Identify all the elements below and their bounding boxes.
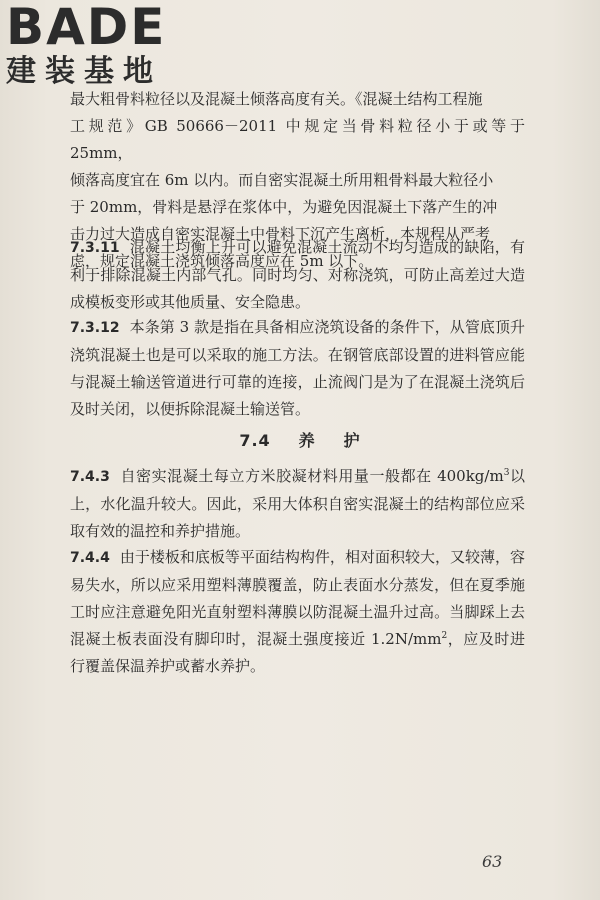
logo-chinese-text: 建装基地 <box>6 54 162 89</box>
clause-text: ，应及时进行覆盖保温养护或蓄水养护。 <box>70 630 525 675</box>
text-line: 击力过大造成自密实混凝土中骨料下沉产生离析，本规程从严考 <box>70 225 491 243</box>
bade-logo <box>6 2 176 94</box>
section-number: 7.4 <box>239 431 271 450</box>
text-line: 工规范》GB 50666－2011 中规定当骨料粒径小于或等于 25mm， <box>70 117 525 162</box>
clause-text: 以上，水化温升较大。因此，采用大体积自密实混凝土的结构部位应采取有效的温控和养护措施。 <box>70 467 525 540</box>
section-title-char: 养 <box>298 431 316 450</box>
text-line: 倾落高度宜在 6m 以内。而自密实混凝土所用粗骨料最大粒径小 <box>70 171 494 189</box>
clause-number: 7.4.3 <box>70 469 110 485</box>
clause-text: 本条第 3 款是指在具备相应浇筑设备的条件下，从管底顶升浇筑混凝土也是可以采取的施工方法。在钢管底部设置的进料管应能与混凝土输送管道进行可靠的连接，止流阀门是为了在混凝土浇筑后及时关闭，以便拆除混凝土输送管。 <box>70 318 525 418</box>
logo-wordmark: BADE <box>6 0 167 56</box>
clause-text: 混凝土均衡上升可以避免混凝土流动不均匀造成的缺陷，有利于排除混凝土内部气孔。同时均匀、对称浇筑，可防止高差过大造成模板变形或其他质量、安全隐患。 <box>70 238 525 311</box>
clause-7-3-12 <box>70 314 525 423</box>
clause-7-4-4 <box>70 544 525 680</box>
clause-text: 自密实混凝土每立方米胶凝材料用量一般都在 400kg/m <box>119 467 504 485</box>
logo-latin-text <box>6 0 176 56</box>
clause-number: 7.4.4 <box>70 550 110 566</box>
clause-text: 由于楼板和底板等平面结构构件，相对面积较大，又较薄，容易失水，所以应采用塑料薄膜覆盖，防止表面水分蒸发，但在夏季施工时应注意避免阳光直射塑料薄膜以防混凝土温升过高。当脚踩上去混凝土板表面没有脚印时，混凝土强度接近 1.2N/mm <box>70 548 525 648</box>
text-line: 于 20mm，骨料是悬浮在浆体中，为避免因混凝土下落产生的冲 <box>70 198 498 216</box>
clause-7-4-3 <box>70 463 525 545</box>
clause-number: 7.3.11 <box>70 240 120 256</box>
page-number: 63 <box>482 852 503 871</box>
section-title-char: 护 <box>343 431 361 450</box>
clause-7-3-11 <box>70 234 525 316</box>
text-line: 虑，规定混凝土浇筑倾落高度应在 5m 以下。 <box>70 252 374 270</box>
section-heading <box>0 428 600 451</box>
text-line: 最大粗骨料粒径以及混凝土倾落高度有关。《混凝土结构工程施 <box>70 90 483 108</box>
superscript: 2 <box>441 631 448 641</box>
superscript: 3 <box>503 468 510 478</box>
clause-number: 7.3.12 <box>70 320 120 336</box>
